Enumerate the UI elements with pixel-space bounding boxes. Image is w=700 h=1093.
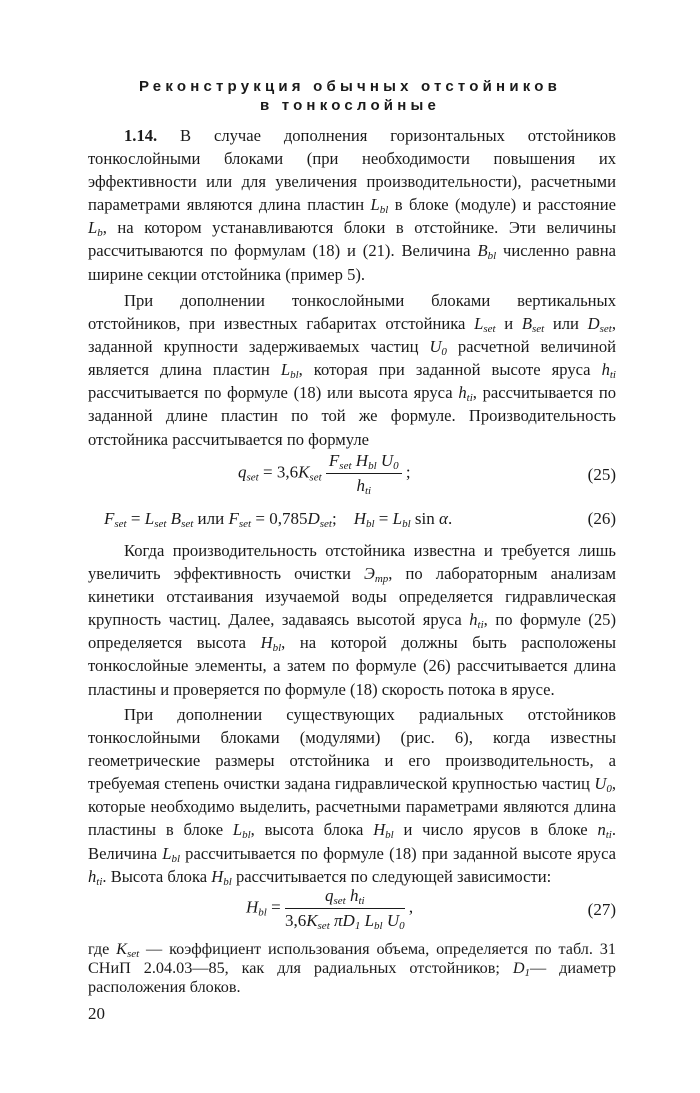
- formula-25: $q_{set} = 3,6K_{set}$ $\frac{F_{set} H_{bl} U_0}{h_{ti}}$ ; (25): [238, 451, 616, 497]
- paragraph-1-14: 1.14. В случае дополнения горизонтальных отстойников тонкослойными блоками (при необходимости повышения их эффективности или для увеличения производительности), расчетными параметрами являются длина пластин $L_{bl}$ в блоке (модуле) и расстояние $L_b$, на котором устанавливаются блоки в отстойнике. Эти величины рассчитываются по формулам (18) и (21). Величина $B_{bl}$ численно равна ширине секции отстойника (пример 5).: [88, 126, 616, 284]
- section-heading-line-2: в тонкослойные: [259, 97, 441, 114]
- paragraph-known-productivity: Когда производительность отстойника известна и требуется лишь увеличить эффективность очистки $Э_{тр}$, по лабораторным анализам кинетики отстаивания изучаемой воды определяется гидравлическая крупность частиц. Далее, задаваясь высотой яруса $h_{ti}$, по формуле (25) определяется высота $H_{bl}$, на которой должны быть расположены тонкослойные элементы, а затем по формуле (26) рассчитывается длина пластины и проверяется по формуле (18) скорость потока в ярусе.: [88, 541, 617, 699]
- paragraph-definitions: где $K_{set}$ — коэффициент использования объема, определяется по табл. 31 СНиП 2.04.03—85, как для радиальных отстойников; $D_1—$ диаметр расположения блоков.: [88, 940, 616, 996]
- paragraph-radial-settlers: При дополнении существующих радиальных отстойников тонкослойными блоками (модулями) (рис. 6), когда известны геометрические размеры отстойника и его производительность, а требуемая степень очистки задана гидравлической крупностью частиц $U_0$, которые необходимо выделить, расчетными параметрами являются длина пластины в блоке $L_{bl}$, высота блока $H_{bl}$ и число ярусов в блоке $n_{ti}$. Величина $L_{bl}$ рассчитывается по формуле (18) при заданной высоте яруса $h_{ti}$. Высота блока $H_{bl}$ рассчитывается по следующей зависимости:: [88, 705, 617, 888]
- paragraph-vertical-settlers: При дополнении тонкослойными блоками вертикальных отстойников, при известных габаритах отстойника $L_{set}$ и $B_{set}$ или $D_{set}$, заданной крупности задерживаемых частиц $U_0$ расчетной величиной является длина пластин $L_{bl}$, которая при заданной высоте яруса $h_{ti}$ рассчитывается по формуле (18) или высота яруса $h_{ti}$, рассчитывается по заданной длине пластин по той же формуле. Производительность отстойника рассчитывается по формуле: [88, 291, 617, 449]
- formula-25-number: (25): [587, 465, 616, 484]
- section-heading-line-1: Реконструкция обычных отстойников: [138, 78, 562, 95]
- formula-26-number: (26): [587, 509, 616, 528]
- formula-27: $H_{bl}$ = $\frac{q_{set} h_{ti}}{3,6K_{set} \pi D_1 L_{bl} U_0}$ , (27): [246, 886, 616, 932]
- formula-26: $F_{set} = L_{set}$ $B_{set}$ или $F_{set} = 0,785D_{set}$; $H_{bl} = L_{bl}$ sin α. (26): [104, 509, 616, 530]
- formula-27-number: (27): [587, 900, 616, 919]
- page-number: 20: [88, 1004, 105, 1023]
